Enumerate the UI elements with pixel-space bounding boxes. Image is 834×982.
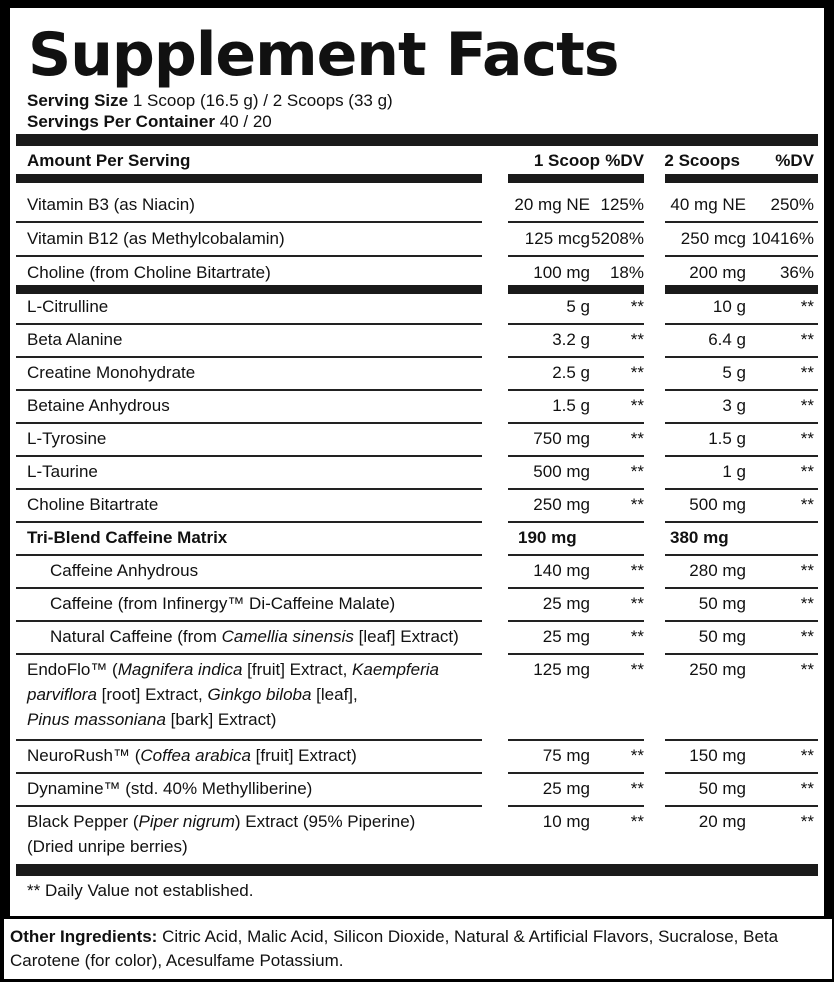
matrix-item-dv-1: ** [630,627,644,646]
row-divider [508,455,644,457]
matrix-item-name: Caffeine (from Infinergy™ Di-Caffeine Malate) [50,594,396,613]
dynamine-dv-1: ** [630,779,644,798]
other-ingredients-label: Other Ingredients: [10,927,158,946]
row-divider [16,221,482,223]
endoflo-dv-1: ** [630,660,644,679]
matrix-item-dv-1: ** [630,594,644,613]
row-divider [665,323,818,325]
row-divider [508,521,644,523]
ingredient-dv-2: ** [800,429,814,448]
vitamin-amount-2: 200 mg [689,263,746,282]
endoflo-amount-2: 250 mg [689,660,746,679]
serving-size: Serving Size 1 Scoop (16.5 g) / 2 Scoops (33 g) [27,91,393,110]
ingredient-name: L-Citrulline [27,297,109,316]
dynamine-dv-2: ** [800,779,814,798]
ingredient-amount-1: 500 mg [533,462,590,481]
bottom-thick-divider [16,864,818,876]
row-divider [16,739,482,741]
header-bar-col2 [665,174,818,183]
pepper-name: Black Pepper (Piper nigrum) Extract (95% Piperine) [27,812,416,831]
row-divider [665,653,818,655]
row-divider [665,356,818,358]
row-divider [508,255,644,257]
other-ingredients [4,919,832,979]
matrix-item-dv-1: ** [630,561,644,580]
row-divider [508,389,644,391]
row-divider [665,255,818,257]
vitamin-amount-2: 250 mcg [680,229,746,248]
other-ingredients-text: Other Ingredients: Citric Acid, Malic Acid, Silicon Dioxide, Natural & Artificial Flavors, Sucralose, Beta Carotene (for color), Acesulfame Potassium. [10,927,779,970]
row-divider [665,221,818,223]
amount-header: Amount Per Serving [27,151,191,170]
row-divider [16,422,482,424]
endoflo-dv-2: ** [800,660,814,679]
row-divider [508,356,644,358]
matrix-item-amount-1: 25 mg [542,627,590,646]
vitamin-amount-1: 125 mcg [524,229,590,248]
ingredient-dv-1: ** [630,363,644,382]
row-divider [16,587,482,589]
row-divider [665,521,818,523]
ingredient-dv-2: ** [800,363,814,382]
neurorush-amount-1: 75 mg [542,746,590,765]
ingredient-amount-1: 1.5 g [552,396,590,415]
row-divider [508,488,644,490]
row-divider [665,805,818,807]
vitamin-bar-name [16,285,482,294]
row-divider [665,455,818,457]
row-divider [16,772,482,774]
ingredient-name: Creatine Monohydrate [27,363,196,382]
footnote: ** Daily Value not established. [27,881,254,900]
endoflo-line-1: EndoFlo™ (Magnifera indica [fruit] Extract, Kaempferia [27,660,439,679]
vitamin-amount-1: 20 mg NE [514,195,590,214]
row-divider [508,422,644,424]
row-divider [665,620,818,622]
row-divider [665,389,818,391]
neurorush-name: NeuroRush™ (Coffea arabica [fruit] Extract) [27,746,357,765]
ingredient-dv-1: ** [630,429,644,448]
ingredient-name: Betaine Anhydrous [27,396,170,415]
matrix-amount-1: 190 mg [518,528,577,547]
ingredient-dv-2: ** [800,330,814,349]
vitamin-dv-1: 5208% [591,229,644,248]
col1-header: 1 Scoop [533,151,600,170]
matrix-item-amount-2: 280 mg [689,561,746,580]
matrix-item-dv-2: ** [800,561,814,580]
ingredient-dv-2: ** [800,396,814,415]
row-divider [16,356,482,358]
facts-title: Supplement Facts [28,20,619,90]
ingredient-amount-1: 2.5 g [552,363,590,382]
ingredient-amount-1: 250 mg [533,495,590,514]
matrix-item-dv-2: ** [800,627,814,646]
servings-per-container: Servings Per Container 40 / 20 [27,112,272,131]
row-divider [665,587,818,589]
row-divider [508,805,644,807]
ingredient-amount-2: 1.5 g [708,429,746,448]
ingredient-amount-2: 6.4 g [708,330,746,349]
ingredient-amount-1: 750 mg [533,429,590,448]
matrix-amount-2: 380 mg [670,528,729,547]
ingredient-name: L-Tyrosine [27,429,107,448]
endoflo-amount-1: 125 mg [533,660,590,679]
vitamin-dv-2: 250% [770,195,814,214]
ingredient-name: Choline Bitartrate [27,495,159,514]
matrix-item-amount-1: 140 mg [533,561,590,580]
header-bar-col1 [508,174,644,183]
row-divider [16,554,482,556]
ingredient-amount-1: 5 g [566,297,590,316]
ingredient-amount-2: 500 mg [689,495,746,514]
dynamine-amount-2: 50 mg [698,779,746,798]
row-divider [665,488,818,490]
neurorush-dv-2: ** [800,746,814,765]
ingredient-amount-2: 3 g [722,396,746,415]
matrix-item-name: Caffeine Anhydrous [50,561,199,580]
ingredient-dv-1: ** [630,495,644,514]
row-divider [665,739,818,741]
vitamin-name: Vitamin B3 (as Niacin) [27,195,195,214]
pepper-amount-1: 10 mg [542,812,590,831]
pepper-dv-1: ** [630,812,644,831]
vitamin-dv-1: 18% [609,263,644,282]
matrix-item-amount-1: 25 mg [542,594,590,613]
row-divider [665,554,818,556]
row-divider [508,587,644,589]
vitamin-amount-2: 40 mg NE [670,195,746,214]
neurorush-dv-1: ** [630,746,644,765]
matrix-name: Tri-Blend Caffeine Matrix [27,528,228,547]
row-divider [508,554,644,556]
ingredient-dv-2: ** [800,297,814,316]
neurorush-amount-2: 150 mg [689,746,746,765]
ingredient-dv-1: ** [630,396,644,415]
endoflo-line-2: parviflora [root] Extract, Ginkgo biloba [leaf], [27,685,358,704]
row-divider [16,805,482,807]
vitamin-dv-2: 36% [779,263,814,282]
thick-divider [16,134,818,146]
row-divider [665,772,818,774]
dynamine-name: Dynamine™ (std. 40% Methylliberine) [27,779,313,798]
dv1-header: %DV [605,151,644,170]
col2-header: 2 Scoops [664,151,740,170]
ingredient-amount-1: 3.2 g [552,330,590,349]
vitamin-dv-1: 125% [600,195,644,214]
row-divider [665,422,818,424]
matrix-item-amount-2: 50 mg [698,627,746,646]
row-divider [16,653,482,655]
row-divider [508,620,644,622]
dv2-header: %DV [775,151,814,170]
row-divider [508,221,644,223]
pepper-dv-2: ** [800,812,814,831]
row-divider [16,488,482,490]
ingredient-name: Beta Alanine [27,330,123,349]
header-bar-name [16,174,482,183]
vitamin-bar-col1 [508,285,644,294]
endoflo-line-3: Pinus massoniana [bark] Extract) [27,710,277,729]
ingredient-name: L-Taurine [27,462,98,481]
ingredient-dv-1: ** [630,462,644,481]
row-divider [16,620,482,622]
vitamin-name: Vitamin B12 (as Methylcobalamin) [27,229,285,248]
matrix-item-name: Natural Caffeine (from Camellia sinensis [leaf] Extract) [50,627,459,646]
row-divider [16,521,482,523]
row-divider [16,255,482,257]
ingredient-dv-2: ** [800,462,814,481]
pepper-line-2: (Dried unripe berries) [27,837,188,856]
dynamine-amount-1: 25 mg [542,779,590,798]
vitamin-bar-col2 [665,285,818,294]
pepper-amount-2: 20 mg [698,812,746,831]
ingredient-amount-2: 5 g [722,363,746,382]
ingredient-dv-1: ** [630,330,644,349]
row-divider [16,323,482,325]
vitamin-name: Choline (from Choline Bitartrate) [27,263,271,282]
ingredient-dv-1: ** [630,297,644,316]
facts-panel [10,8,824,916]
ingredient-dv-2: ** [800,495,814,514]
matrix-item-amount-2: 50 mg [698,594,746,613]
row-divider [508,653,644,655]
row-divider [16,455,482,457]
ingredient-amount-2: 10 g [712,297,746,316]
row-divider [508,772,644,774]
row-divider [16,389,482,391]
vitamin-amount-1: 100 mg [533,263,590,282]
row-divider [508,739,644,741]
matrix-item-dv-2: ** [800,594,814,613]
row-divider [508,323,644,325]
ingredient-amount-2: 1 g [722,462,746,481]
vitamin-dv-2: 10416% [751,229,814,248]
